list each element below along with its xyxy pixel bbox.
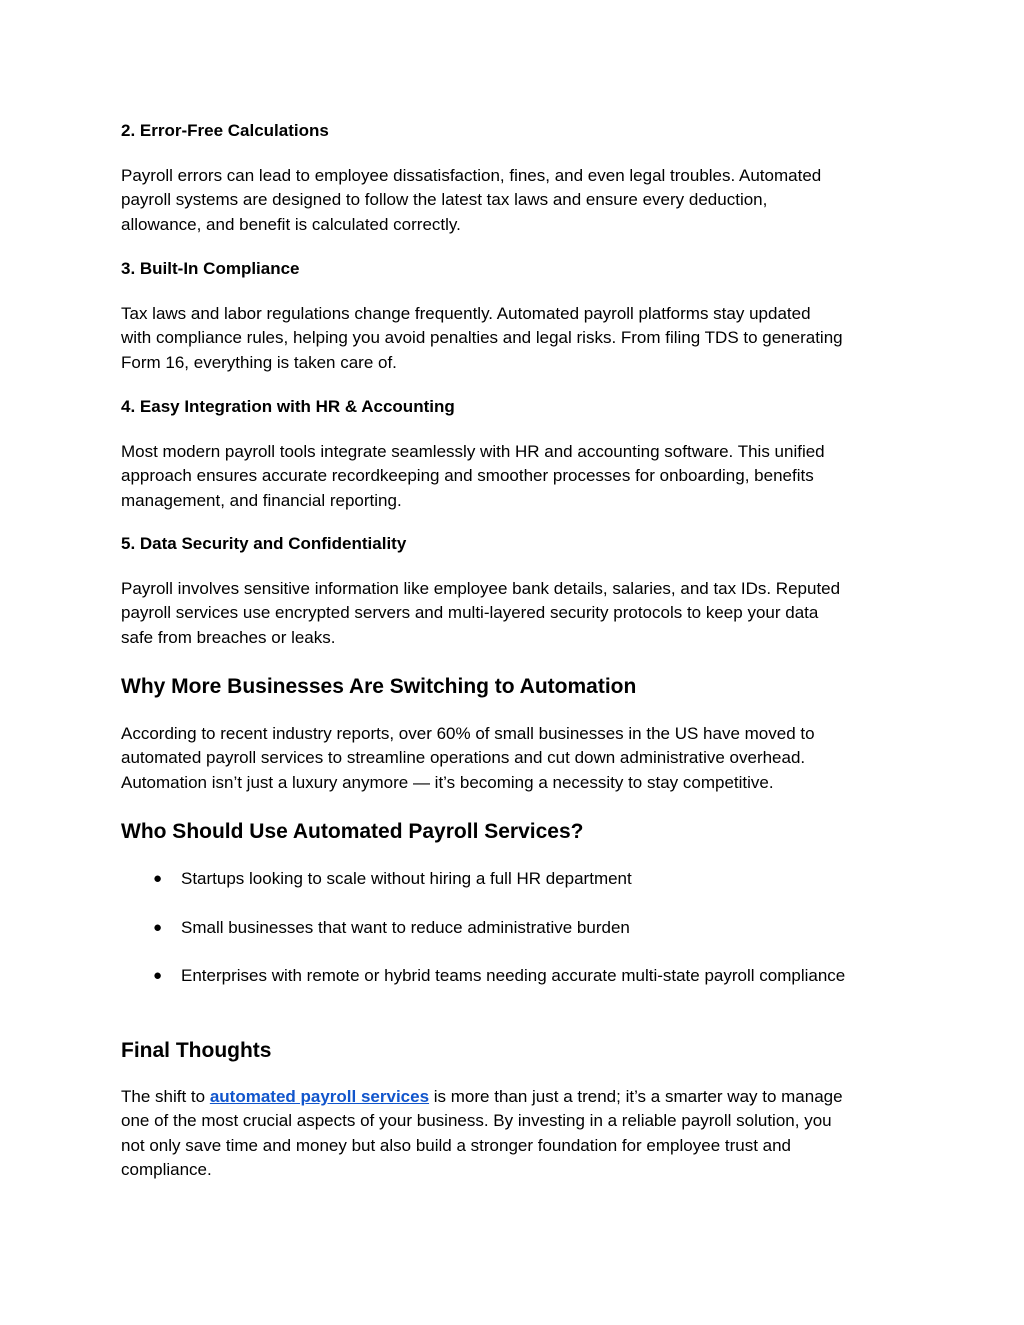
paragraph-error-free-calculations <box>121 164 906 237</box>
heading-who-should-use: Who Should Use Automated Payroll Services? <box>121 820 584 843</box>
heading-data-security: 5. Data Security and Confidentiality <box>121 534 407 553</box>
text-line: compliance. <box>121 1160 212 1180</box>
text-line: approach ensures accurate recordkeeping and smoother processes for onboarding, benefits <box>121 466 814 486</box>
heading-final-thoughts: Final Thoughts <box>121 1039 272 1062</box>
text-fragment: The shift to <box>121 1087 210 1106</box>
bullet-icon: ● <box>153 870 163 887</box>
text-line: automated payroll services to streamline operations and cut down administrative overhead. <box>121 748 806 768</box>
list-item-text: Enterprises with remote or hybrid teams needing accurate multi-state payroll compliance <box>181 966 846 985</box>
text-line: payroll services use encrypted servers and multi-layered security protocols to keep your data <box>121 603 819 623</box>
heading-easy-integration: 4. Easy Integration with HR & Accounting <box>121 397 455 416</box>
paragraph-easy-integration <box>121 440 906 513</box>
text-line: Payroll involves sensitive information like employee bank details, salaries, and tax IDs. Reputed <box>121 579 841 598</box>
paragraph-data-security <box>121 577 906 650</box>
paragraph-built-in-compliance <box>121 302 906 375</box>
text-line-with-link <box>121 1085 906 1109</box>
text-line: one of the most crucial aspects of your business. By investing in a reliable payroll solution, you <box>121 1111 832 1131</box>
paragraph-final-thoughts <box>121 1085 906 1183</box>
automated-payroll-services-link[interactable]: automated payroll services <box>209 1087 430 1106</box>
text-fragment: is more than just a trend; it’s a smarter way to manage <box>429 1087 843 1106</box>
text-line: Tax laws and labor regulations change frequently. Automated payroll platforms stay updated <box>121 304 811 323</box>
bullet-icon: ● <box>153 919 163 936</box>
text-line: Payroll errors can lead to employee dissatisfaction, fines, and even legal troubles. Automated <box>121 166 822 185</box>
heading-why-switching: Why More Businesses Are Switching to Automation <box>121 675 637 698</box>
text-line: allowance, and benefit is calculated correctly. <box>121 214 461 234</box>
text-line: payroll systems are designed to follow the latest tax laws and ensure every deduction, <box>121 190 768 210</box>
list-item-text: Small businesses that want to reduce administrative burden <box>181 918 630 937</box>
bullet-icon: ● <box>153 967 163 984</box>
text-line: According to recent industry reports, over 60% of small businesses in the US have moved to <box>121 724 815 743</box>
heading-built-in-compliance: 3. Built-In Compliance <box>121 259 300 278</box>
text-line: Most modern payroll tools integrate seamlessly with HR and accounting software. This unified <box>121 442 825 461</box>
text-line: with compliance rules, helping you avoid penalties and legal risks. From filing TDS to generating <box>121 328 843 348</box>
text-line: not only save time and money but also build a stronger foundation for employee trust and <box>121 1135 792 1155</box>
paragraph-why-switching <box>121 722 906 795</box>
text-line: Form 16, everything is taken care of. <box>121 352 397 372</box>
text-line: management, and financial reporting. <box>121 490 402 510</box>
list-item-text: Startups looking to scale without hiring a full HR department <box>181 869 632 888</box>
text-line: Automation isn’t just a luxury anymore — it’s becoming a necessity to stay competitive. <box>121 772 774 792</box>
heading-error-free-calculations: 2. Error-Free Calculations <box>121 121 329 140</box>
text-line: safe from breaches or leaks. <box>121 627 336 647</box>
